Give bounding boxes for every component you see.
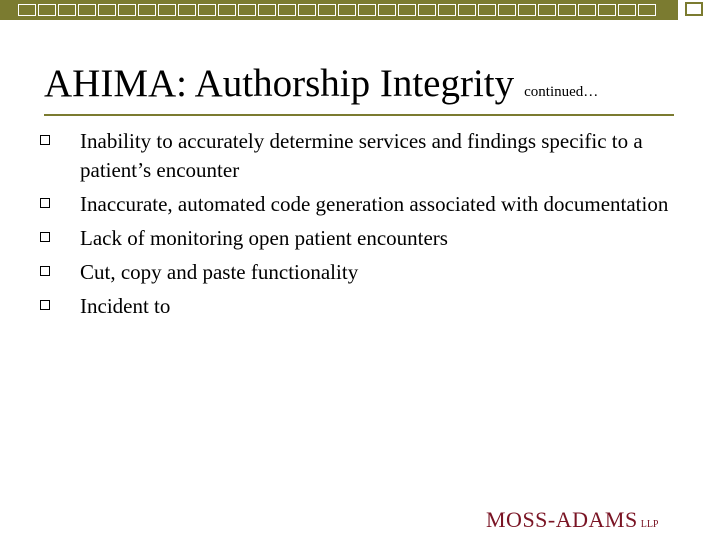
bar-square [58, 4, 76, 16]
bar-square [358, 4, 376, 16]
bar-square [38, 4, 56, 16]
bar-square [518, 4, 536, 16]
logo-name: MOSS-ADAMS [486, 507, 638, 532]
bar-square [438, 4, 456, 16]
bar-square [418, 4, 436, 16]
bar-square [78, 4, 96, 16]
bar-square [98, 4, 116, 16]
moss-adams-logo [486, 507, 659, 533]
bar-square [578, 4, 596, 16]
bar-square [238, 4, 256, 16]
bar-square [258, 4, 276, 16]
title-divider [44, 114, 674, 116]
bar-square [458, 4, 476, 16]
bullet-item [40, 224, 680, 253]
square-bullet-icon [40, 232, 50, 242]
bar-square [298, 4, 316, 16]
bullet-item [40, 292, 680, 321]
bullet-text: Lack of monitoring open patient encounters [80, 226, 448, 250]
bar-square [138, 4, 156, 16]
bullet-text: Incident to [80, 294, 171, 318]
bar-square [618, 4, 636, 16]
bar-square [638, 4, 656, 16]
bullet-item [40, 190, 680, 219]
title-continued: continued… [524, 84, 599, 100]
bar-square [498, 4, 516, 16]
bar-square [318, 4, 336, 16]
corner-square [685, 2, 703, 16]
bar-square [598, 4, 616, 16]
bullet-list [40, 127, 680, 326]
square-bullet-icon [40, 135, 50, 145]
corner-decoration [683, 0, 720, 20]
bar-square [378, 4, 396, 16]
bar-square [18, 4, 36, 16]
bar-square [118, 4, 136, 16]
bar-square [478, 4, 496, 16]
logo-llp: LLP [640, 519, 659, 530]
bar-square [538, 4, 556, 16]
bullet-item [40, 127, 680, 185]
bar-square [338, 4, 356, 16]
bar-square [178, 4, 196, 16]
bullet-text: Inability to accurately determine services and findings specific to a patient’s encounter [80, 129, 643, 182]
bar-square [398, 4, 416, 16]
bar-square [158, 4, 176, 16]
top-decorative-bar [0, 0, 678, 20]
title-text: AHIMA: Authorship Integrity [44, 62, 515, 105]
bullet-text: Cut, copy and paste functionality [80, 260, 359, 284]
square-bullet-icon [40, 198, 50, 208]
bar-square [198, 4, 216, 16]
top-bar-squares [18, 4, 658, 16]
slide-title [44, 62, 598, 106]
bar-square [218, 4, 236, 16]
bar-square [558, 4, 576, 16]
square-bullet-icon [40, 266, 50, 276]
bullet-item [40, 258, 680, 287]
bar-square [278, 4, 296, 16]
bullet-text: Inaccurate, automated code generation associated with documentation [80, 192, 669, 216]
square-bullet-icon [40, 300, 50, 310]
